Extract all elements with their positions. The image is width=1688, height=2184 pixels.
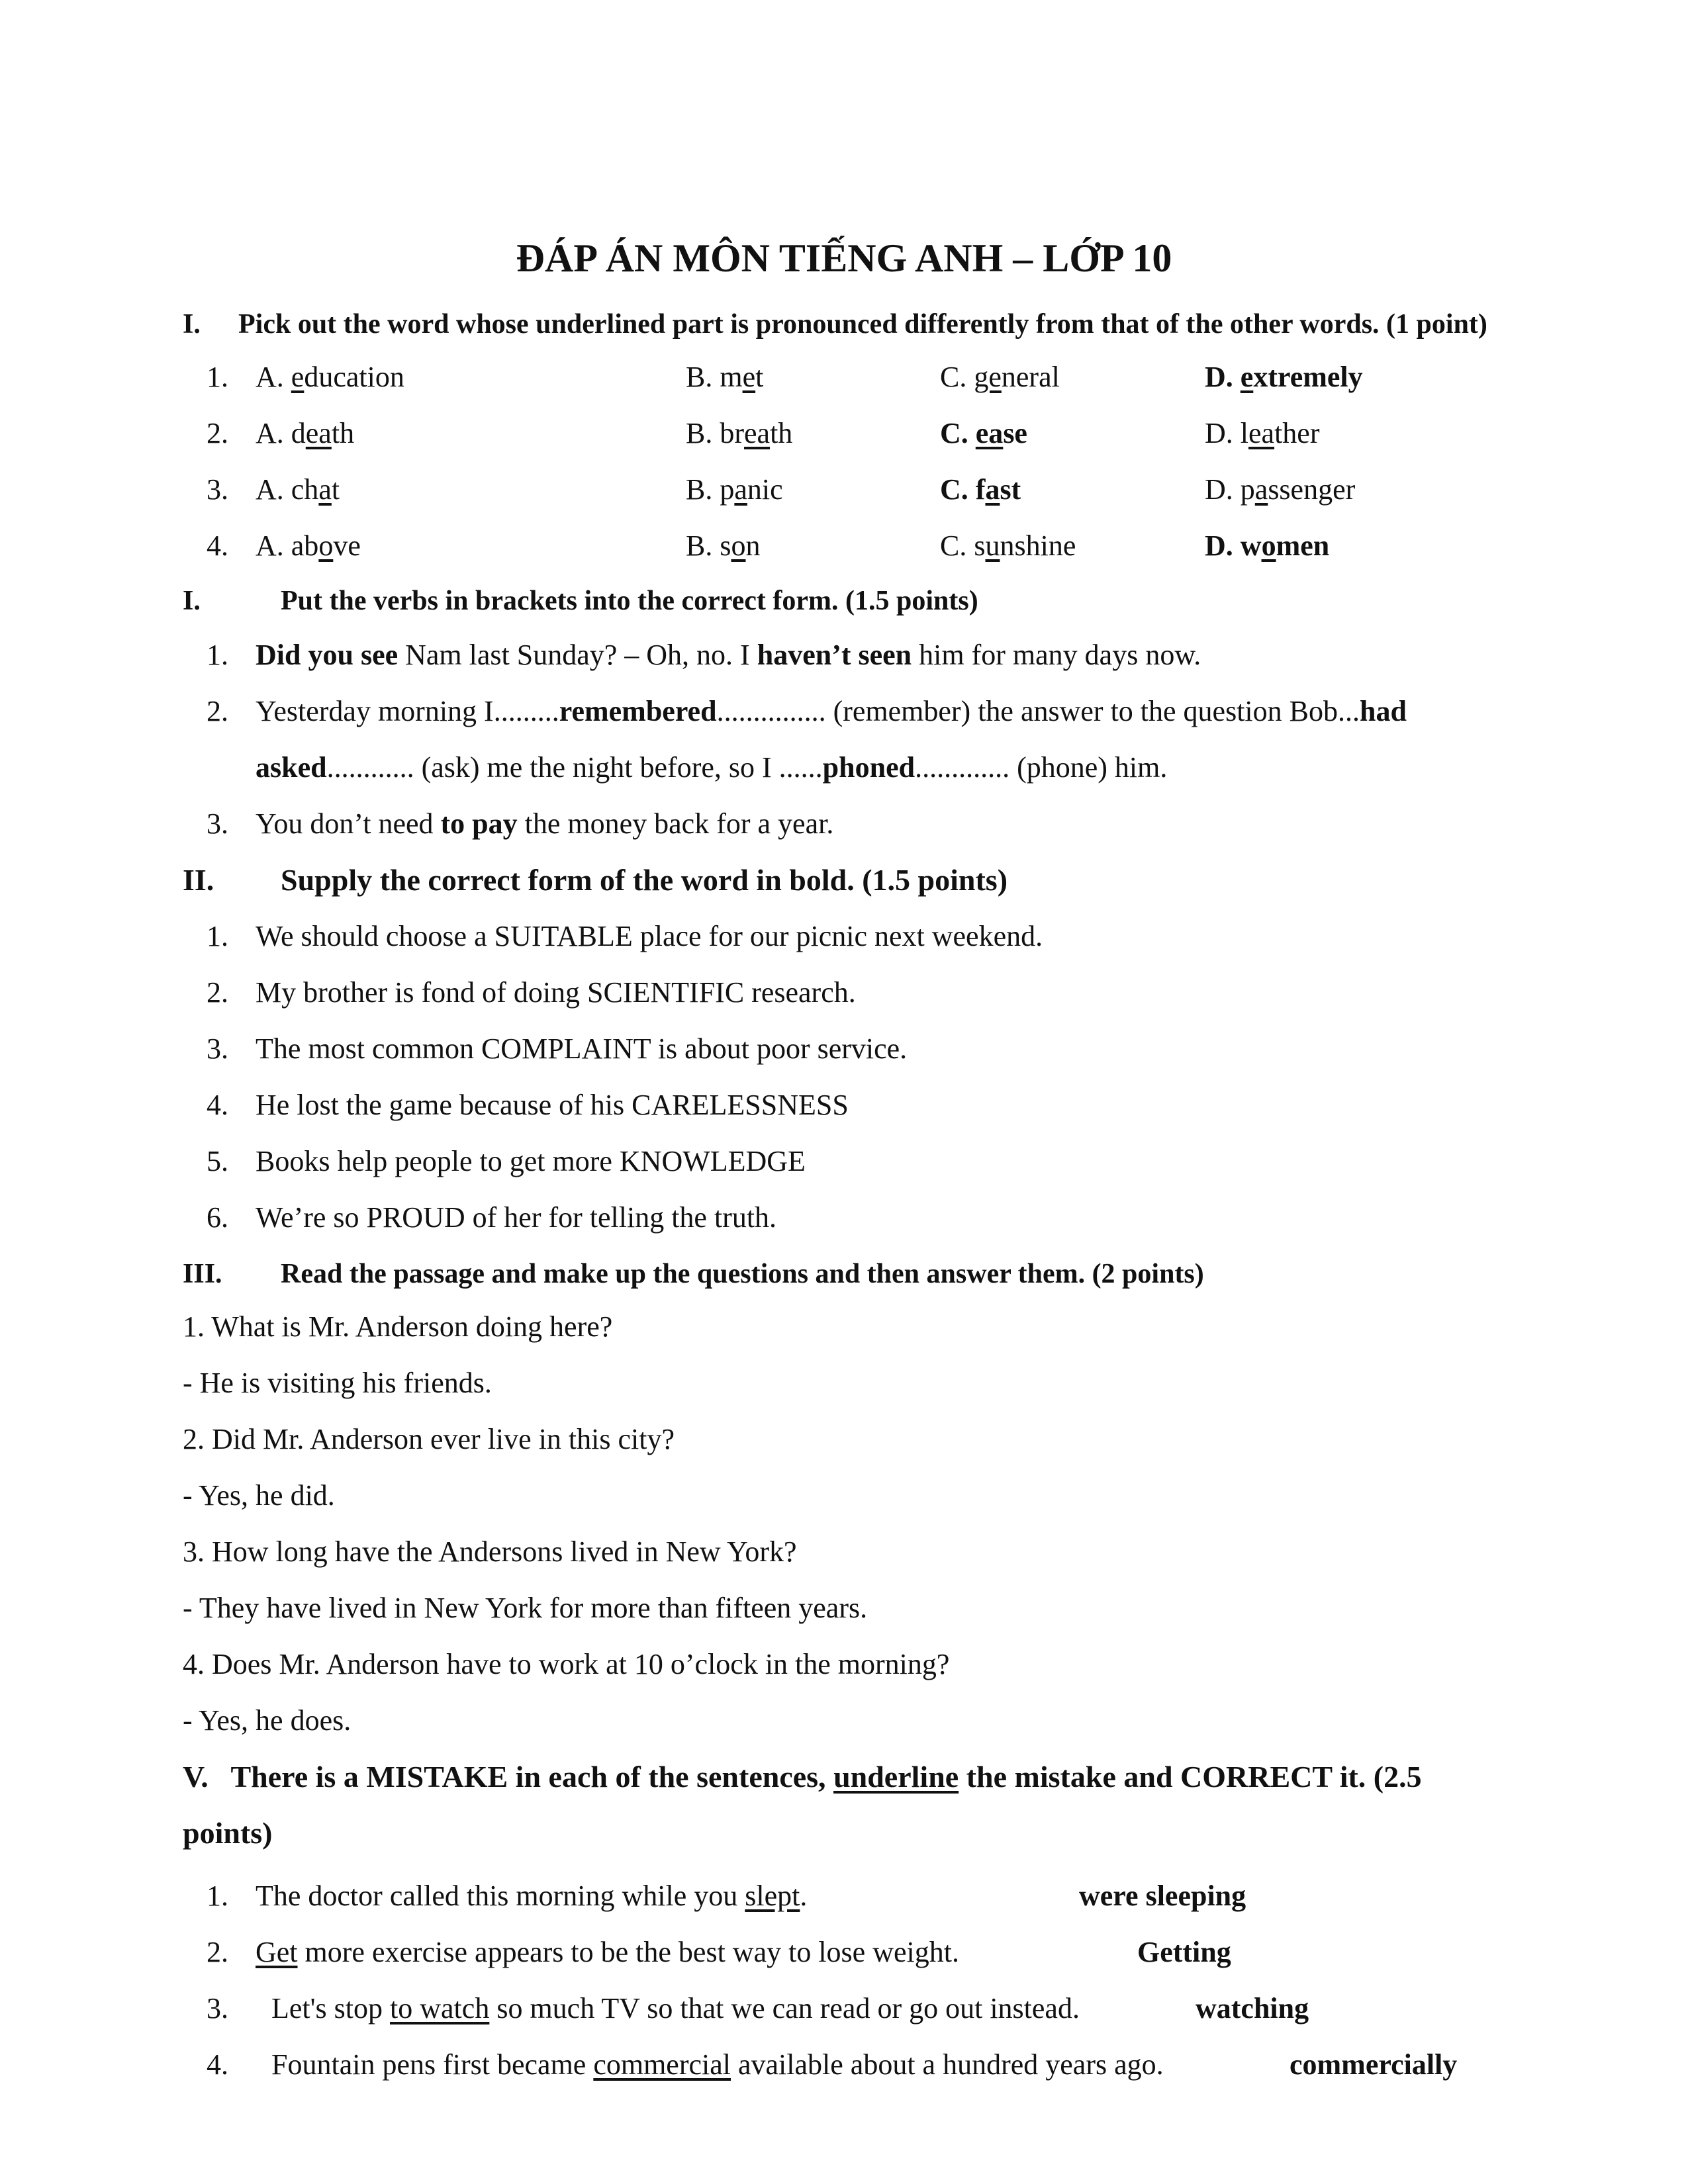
section-4-heading: Read the passage and make up the questions and then answer them. (2 points) xyxy=(281,1259,1204,1289)
section-5-heading-cont: points) xyxy=(183,1816,273,1850)
s4-question: 2. Did Mr. Anderson ever live in this city? xyxy=(183,1423,675,1455)
s1-option-c-answer: C. ease xyxy=(940,417,1027,449)
s3-item-text: He lost the game because of his CARELESSNESS xyxy=(256,1089,849,1121)
s1-option-a: A. chat xyxy=(256,473,340,506)
s3-item-text: We should choose a SUITABLE place for our picnic next weekend. xyxy=(256,920,1043,952)
s2-item-number: 1. xyxy=(207,639,228,671)
s1-option-b: B. breath xyxy=(686,417,793,449)
s4-question: 4. Does Mr. Anderson have to work at 10 o’clock in the morning? xyxy=(183,1648,950,1680)
s3-item-text: The most common COMPLAINT is about poor service. xyxy=(256,1032,908,1065)
s4-answer: - Yes, he does. xyxy=(183,1704,352,1737)
s4-question: 1. What is Mr. Anderson doing here? xyxy=(183,1310,613,1343)
s3-item-number: 5. xyxy=(207,1145,228,1177)
page-title: ĐÁP ÁN MÔN TIẾNG ANH – LỚP 10 xyxy=(516,236,1172,280)
s3-item-number: 1. xyxy=(207,920,228,952)
s5-correction: Getting xyxy=(1137,1936,1231,1968)
s1-option-a: A. above xyxy=(256,529,361,562)
s5-item-number: 2. xyxy=(207,1936,228,1968)
s4-question: 3. How long have the Andersons lived in New York? xyxy=(183,1535,797,1568)
s3-item-text: My brother is fond of doing SCIENTIFIC research. xyxy=(256,976,856,1009)
s5-correction: commercially xyxy=(1289,2048,1458,2081)
s5-correction: were sleeping xyxy=(1079,1880,1246,1912)
s2-item-2-line-2: asked............ (ask) me the night before, so I ......phoned............. (phone) him. xyxy=(256,751,1168,784)
s2-item-number: 3. xyxy=(207,807,228,840)
s4-answer: - They have lived in New York for more than fifteen years. xyxy=(183,1592,868,1624)
s5-sentence: Get more exercise appears to be the best way to lose weight. xyxy=(256,1936,959,1968)
section-1-heading: Pick out the word whose underlined part is pronounced differently from that of the other words. (1 point) xyxy=(238,309,1487,340)
s3-item-number: 4. xyxy=(207,1089,228,1121)
section-4-number: III. xyxy=(183,1259,222,1289)
s5-item-number: 4. xyxy=(207,2048,228,2081)
s5-item-number: 3. xyxy=(207,1992,228,2025)
s2-item-2-line-1: Yesterday morning I.........remembered............... (remember) the answer to the question Bob...had xyxy=(256,695,1407,727)
s5-sentence: Let's stop to watch so much TV so that we can read or go out instead. xyxy=(271,1992,1080,2025)
s1-option-a: A. death xyxy=(256,417,355,449)
s3-item-number: 6. xyxy=(207,1201,228,1234)
section-1-number: I. xyxy=(183,309,201,340)
s5-sentence: Fountain pens first became commercial available about a hundred years ago. xyxy=(271,2048,1164,2081)
section-2-heading: Put the verbs in brackets into the correct form. (1.5 points) xyxy=(281,586,978,616)
s1-option-c: C. general xyxy=(940,361,1060,393)
s5-sentence: The doctor called this morning while you slept. xyxy=(256,1880,808,1912)
s1-option-b: B. met xyxy=(686,361,764,393)
s3-item-number: 2. xyxy=(207,976,228,1009)
s3-item-text: Books help people to get more KNOWLEDGE xyxy=(256,1145,806,1177)
s1-row-number: 3. xyxy=(207,473,228,506)
s2-item-1: Did you see Nam last Sunday? – Oh, no. I haven’t seen him for many days now. xyxy=(256,639,1201,671)
section-3-heading: Supply the correct form of the word in bold. (1.5 points) xyxy=(281,863,1008,897)
s1-option-d: D. leather xyxy=(1205,417,1320,449)
s3-item-text: We’re so PROUD of her for telling the truth. xyxy=(256,1201,777,1234)
s1-option-c-answer: C. fast xyxy=(940,473,1021,506)
s1-option-d: D. passenger xyxy=(1205,473,1356,506)
s5-correction: watching xyxy=(1196,1992,1309,2025)
s4-answer: - Yes, he did. xyxy=(183,1479,335,1512)
s4-answer: - He is visiting his friends. xyxy=(183,1367,492,1399)
s1-option-c: C. sunshine xyxy=(940,529,1076,562)
s1-option-d-answer: D. women xyxy=(1205,529,1330,562)
s1-row-number: 4. xyxy=(207,529,228,562)
s1-row-number: 2. xyxy=(207,417,228,449)
section-3-number: II. xyxy=(183,863,214,897)
section-5-heading: V. There is a MISTAKE in each of the sentences, underline the mistake and CORRECT it. (2.5 xyxy=(183,1760,1422,1794)
s1-option-a: A. education xyxy=(256,361,404,393)
section-2-number: I. xyxy=(183,586,201,616)
s2-item-number: 2. xyxy=(207,695,228,727)
s1-option-d-answer: D. extremely xyxy=(1205,361,1363,393)
s2-item-3: You don’t need to pay the money back for a year. xyxy=(256,807,834,840)
s1-option-b: B. panic xyxy=(686,473,783,506)
s1-option-b: B. son xyxy=(686,529,761,562)
s3-item-number: 3. xyxy=(207,1032,228,1065)
s5-item-number: 1. xyxy=(207,1880,228,1912)
s1-row-number: 1. xyxy=(207,361,228,393)
